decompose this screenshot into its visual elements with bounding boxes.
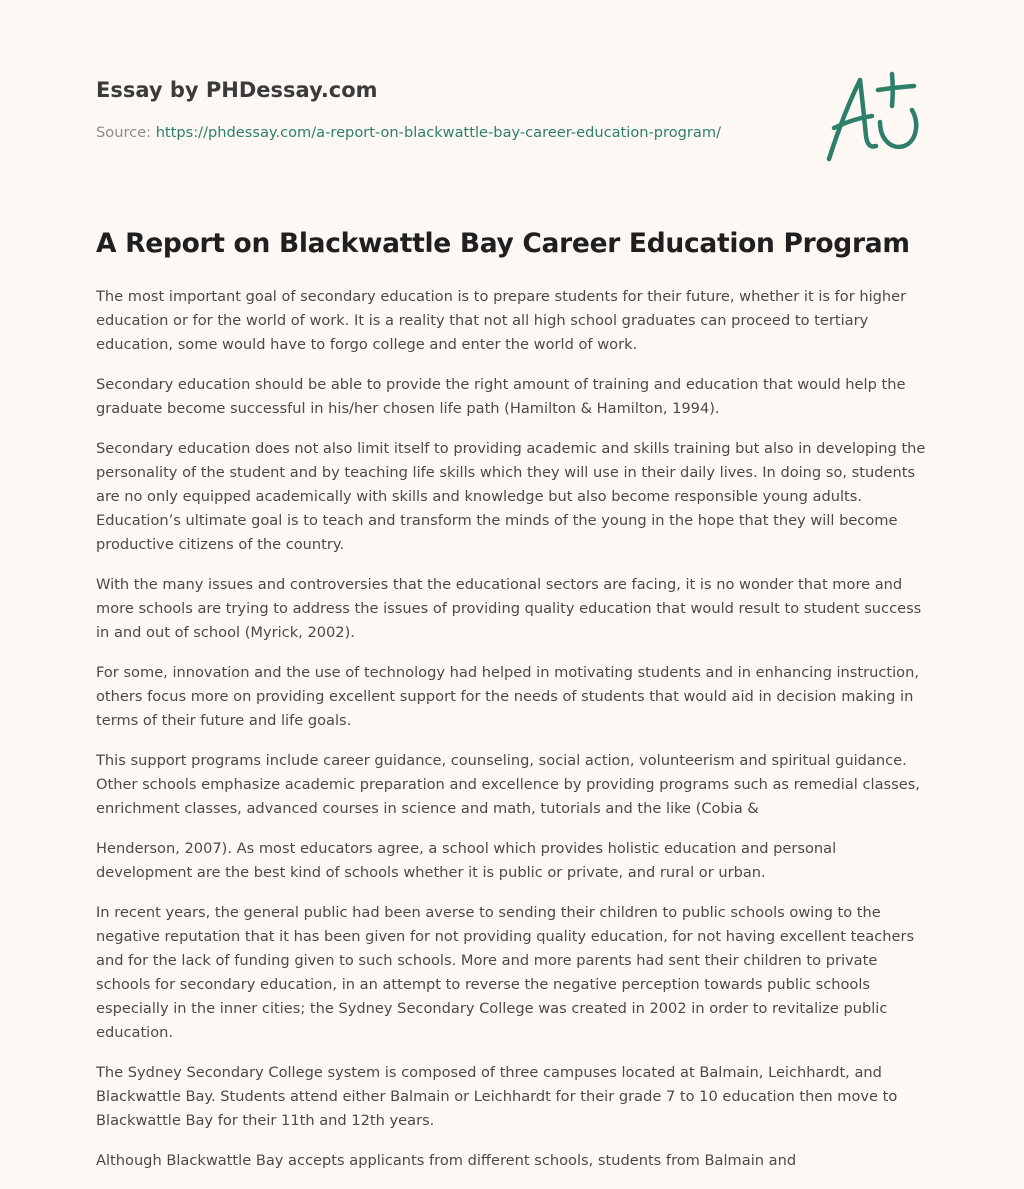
essay-paragraph: The Sydney Secondary College system is composed of three campuses located at Balmain, Leichhardt, and Blackwattle Bay. Students attend either Balmain or Leichhardt for their grade 7 to 10 education then move to Blackwattle Bay for their 11th and 12th years. [96,1064,898,1129]
a-plus-logo-graphic [820,66,930,166]
essay-body [96,285,932,1189]
source-label: Source: [96,124,152,141]
essay-paragraph: The most important goal of secondary education is to prepare students for their future, whether it is for higher education or for the world of work. It is a reality that not all high school graduates can proceed to tertiary education, some would have to forgo college and enter the world of work. [96,288,907,353]
essay-paragraph: Secondary education should be able to provide the right amount of training and education that would help the graduate become successful in his/her chosen life path (Hamilton & Hamilton, 1994). [96,376,906,417]
essay-paragraph: Henderson, 2007). As most educators agree, a school which provides holistic education and personal development are the best kind of schools whether it is public or private, and rural or urban. [96,840,837,881]
essay-paragraph: Secondary education does not also limit itself to providing academic and skills training but also in developing the personality of the student and by teaching life skills which they will use in their daily lives. In doing so, students are no only equipped academically with skills and knowledge but also become responsible young adults. Education’s ultimate goal is to teach and transform the minds of the young in the hope that they will become productive citizens of the country. [96,440,926,553]
a-plus-logo [820,66,930,166]
essay-paragraph: In recent years, the general public had been averse to sending their children to public schools owing to the negative reputation that it has been given for not providing quality education, for not having excellent teachers and for the lack of funding given to such schools. More and more parents had sent their children to private schools for secondary education, in an attempt to reverse the negative perception towards public schools especially in the inner cities; the Sydney Secondary College was created in 2002 in order to revitalize public education. [96,904,915,1041]
source-line [96,123,796,143]
page-header [96,76,796,143]
source-link[interactable]: https://phdessay.com/a-report-on-blackwattle-bay-career-education-program/ [155,124,721,141]
essay-paragraph: Although Blackwattle Bay accepts applicants from different schools, students from Balmain and [96,1152,797,1169]
essay-title: A Report on Blackwattle Bay Career Education Program [96,228,910,259]
essay-paragraph: For some, innovation and the use of technology had helped in motivating students and in enhancing instruction, others focus more on providing excellent support for the needs of students that would aid in decision making in terms of their future and life goals. [96,664,919,729]
essay-paragraph: With the many issues and controversies that the educational sectors are facing, it is no wonder that more and more schools are trying to address the issues of providing quality education that would result to student success in and out of school (Myrick, 2002). [96,576,922,641]
essay-paragraph: This support programs include career guidance, counseling, social action, volunteerism and spiritual guidance. Other schools emphasize academic preparation and excellence by providing programs such as remedial classes, enrichment classes, advanced courses in science and math, tutorials and the like (Cobia & [96,752,920,817]
site-brand: Essay by PHDessay.com [96,78,378,102]
